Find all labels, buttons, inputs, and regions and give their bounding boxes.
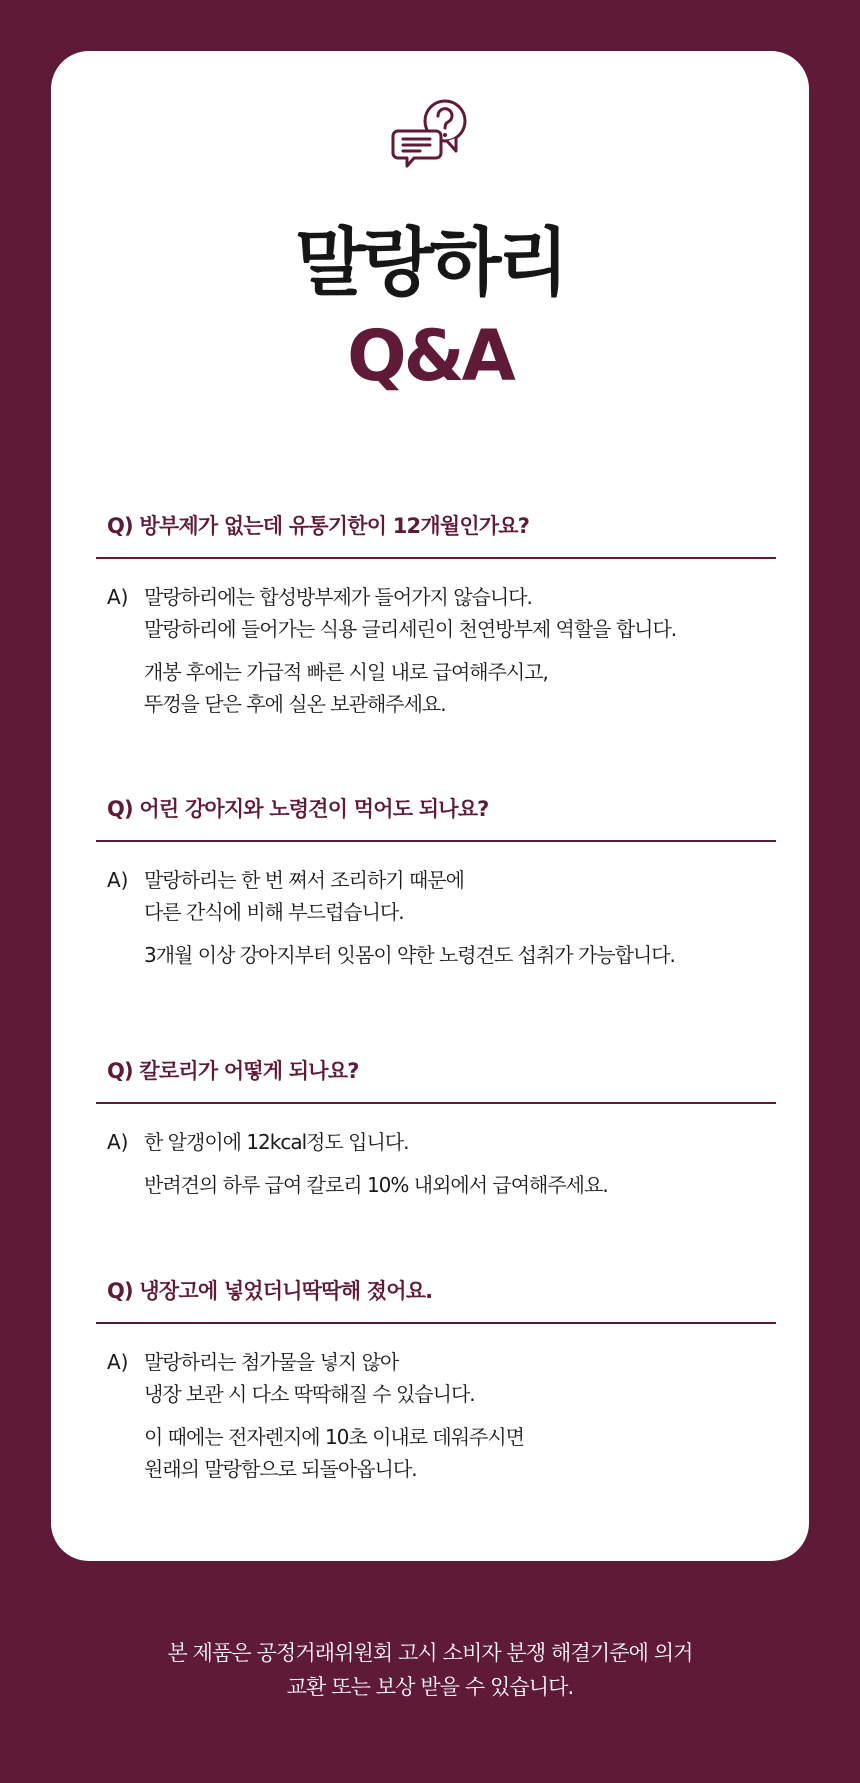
question-dot [443, 133, 447, 137]
answer-line: 다른 간식에 비해 부드럽습니다. [144, 900, 404, 924]
answer-line: 한 알갱이에 12kcal정도 입니다. [144, 1130, 409, 1154]
answer-line: 냉장 보관 시 다소 딱딱해질 수 있습니다. [144, 1382, 475, 1406]
answer-line: 말랑하리는 한 번 쪄서 조리하기 때문에 [144, 868, 464, 892]
faq-divider [96, 557, 776, 559]
faq-answer [96, 581, 776, 720]
answer-label: A) [107, 585, 129, 609]
answer-line: 말랑하리에 들어가는 식용 글리세린이 천연방부제 역할을 합니다. [144, 617, 677, 641]
answer-paragraph [144, 864, 776, 928]
answer-paragraph [144, 1169, 776, 1201]
footer-line: 본 제품은 공정거래위원회 고시 소비자 분쟁 해결기준에 의거 [167, 1641, 693, 1665]
answer-paragraph [144, 581, 776, 645]
answer-label: A) [107, 1350, 129, 1374]
faq-question: Q) 칼로리가 어떻게 되나요? [107, 1059, 359, 1083]
answer-line: 원래의 말랑함으로 되돌아옵니다. [144, 1457, 417, 1481]
answer-label: A) [107, 868, 129, 892]
answer-line: 개봉 후에는 가급적 빠른 시일 내로 급여해주시고, [144, 660, 548, 684]
answer-line: 뚜껑을 닫은 후에 실온 보관해주세요. [144, 692, 446, 716]
chat-bubbles-question-icon [390, 98, 470, 178]
faq-item [96, 511, 776, 731]
page-subtitle: Q&A [347, 315, 513, 397]
answer-paragraph [144, 1421, 776, 1485]
faq-divider [96, 1102, 776, 1104]
faq-question: Q) 냉장고에 넣었더니딱딱해 졌어요. [107, 1279, 433, 1303]
faq-answer [96, 1126, 776, 1201]
answer-line: 이 때에는 전자렌지에 10초 이내로 데워주시면 [144, 1425, 524, 1449]
answer-paragraph [144, 939, 776, 971]
answer-paragraph [144, 656, 776, 720]
answer-label: A) [107, 1130, 129, 1154]
footer-notice [0, 1636, 860, 1704]
page-title: 말랑하리 [295, 220, 565, 306]
faq-question: Q) 방부제가 없는데 유통기한이 12개월인가요? [107, 514, 530, 538]
faq-answer [96, 1346, 776, 1485]
faq-divider [96, 840, 776, 842]
answer-paragraph [144, 1126, 776, 1158]
faq-item [96, 794, 776, 982]
faq-item [96, 1276, 776, 1496]
answer-line: 반려견의 하루 급여 칼로리 10% 내외에서 급여해주세요. [144, 1173, 608, 1197]
footer-line: 교환 또는 보상 받을 수 있습니다. [286, 1675, 574, 1699]
faq-question: Q) 어린 강아지와 노령견이 먹어도 되나요? [107, 797, 489, 821]
faq-answer [96, 864, 776, 971]
faq-item [96, 1056, 776, 1212]
answer-line: 말랑하리에는 합성방부제가 들어가지 않습니다. [144, 585, 532, 609]
qa-card [51, 51, 809, 1561]
answer-line: 3개월 이상 강아지부터 잇몸이 약한 노령견도 섭취가 가능합니다. [144, 943, 675, 967]
answer-line: 말랑하리는 첨가물을 넣지 않아 [144, 1350, 399, 1374]
faq-divider [96, 1322, 776, 1324]
answer-paragraph [144, 1346, 776, 1410]
